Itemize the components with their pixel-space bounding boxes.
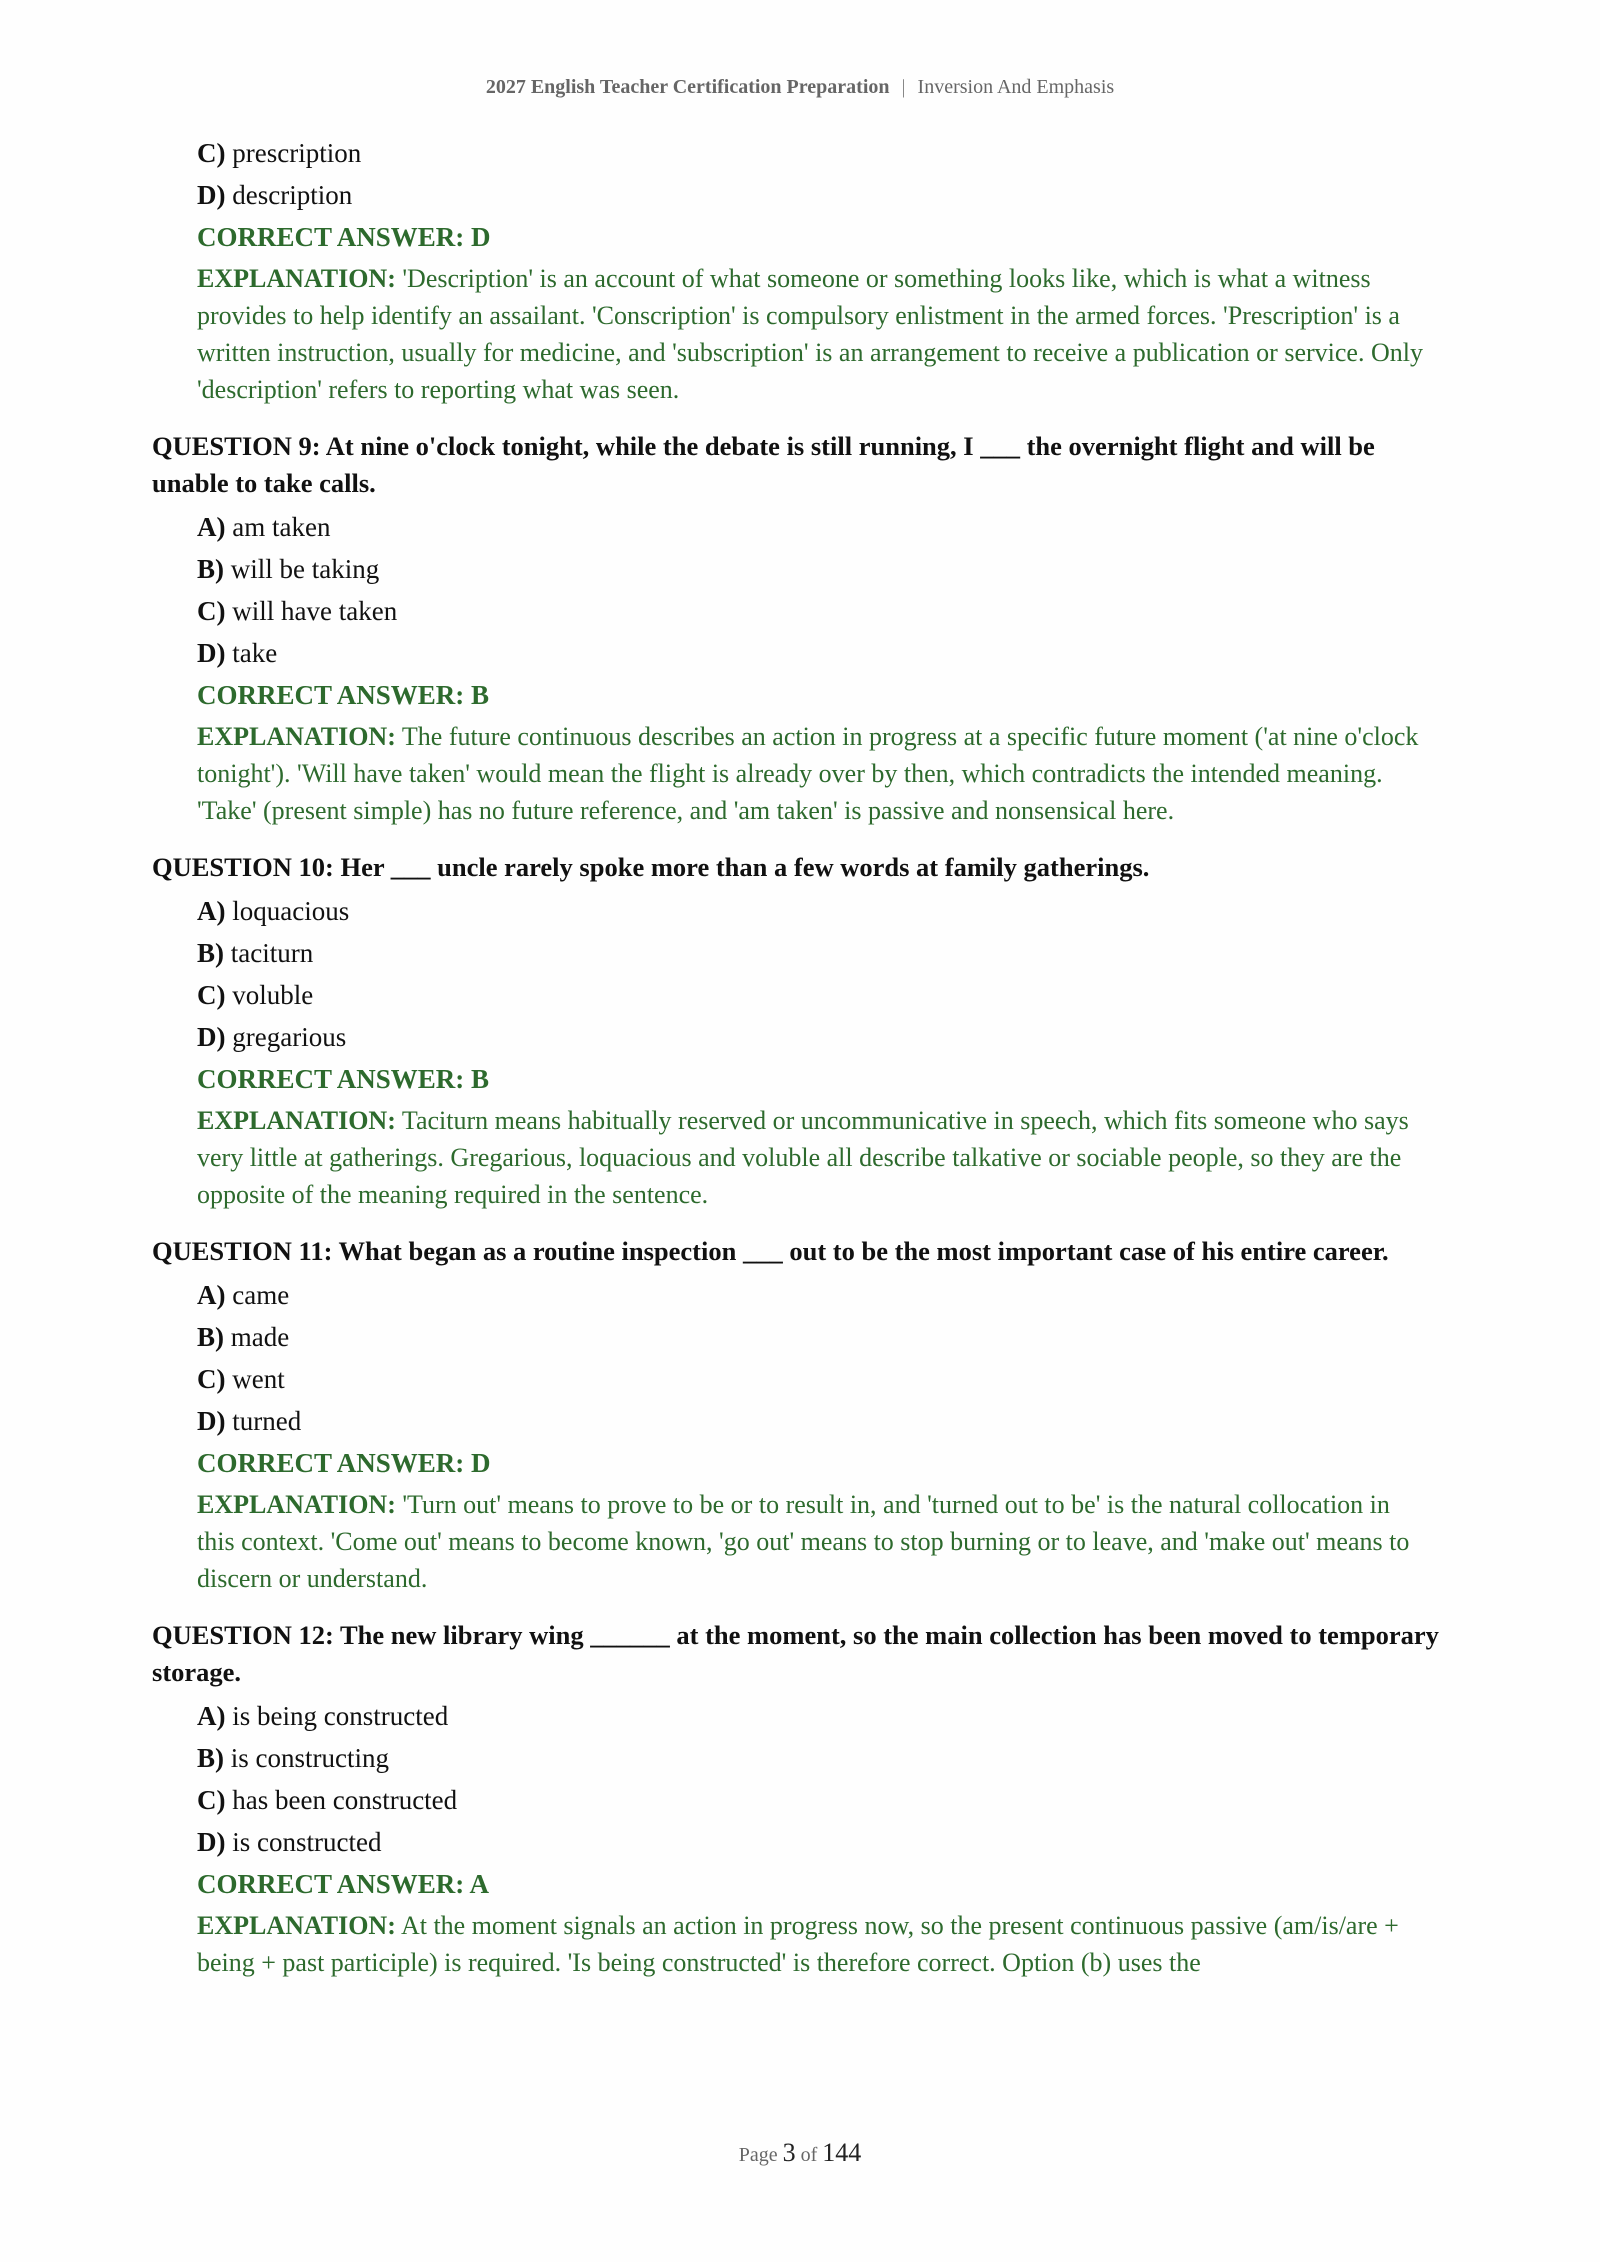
option-letter: D) bbox=[197, 1406, 226, 1436]
explanation-label: EXPLANATION: bbox=[197, 722, 396, 751]
explanation-label: EXPLANATION: bbox=[197, 1911, 396, 1940]
option-d bbox=[197, 632, 1442, 674]
explanation-label: EXPLANATION: bbox=[197, 264, 396, 293]
option-text: will be taking bbox=[230, 554, 380, 584]
explanation-text: At the moment signals an action in progress now, so the present continuous passive (am/is/are + being + past participle) is required. 'Is being constructed' is therefore correct. Option (b) uses the bbox=[197, 1911, 1399, 1977]
explanation bbox=[197, 718, 1442, 829]
explanation bbox=[197, 1907, 1442, 1981]
option-text: made bbox=[230, 1322, 290, 1352]
question-stem: QUESTION 9: At nine o'clock tonight, while the debate is still running, I ___ the overnight flight and will be unable to take calls. bbox=[152, 431, 1375, 498]
option-a bbox=[197, 1274, 1442, 1316]
option-text: description bbox=[232, 180, 353, 210]
explanation-text: 'Turn out' means to prove to be or to result in, and 'turned out to be' is the natural collocation in this context. 'Come out' means to become known, 'go out' means to stop burning or to leave, and 'make out' means to discern or understand. bbox=[197, 1490, 1410, 1593]
option-text: prescription bbox=[232, 138, 362, 168]
correct-answer: CORRECT ANSWER: A bbox=[197, 1869, 490, 1899]
option-text: turned bbox=[232, 1406, 302, 1436]
option-a bbox=[197, 890, 1442, 932]
option-letter: C) bbox=[197, 1785, 226, 1815]
option-text: is constructing bbox=[230, 1743, 389, 1773]
option-d bbox=[197, 1400, 1442, 1442]
option-letter: B) bbox=[197, 1743, 224, 1773]
option-letter: B) bbox=[197, 1322, 224, 1352]
option-b bbox=[197, 932, 1442, 974]
header-series-title: 2027 English Teacher Certification Preparation bbox=[485, 76, 890, 98]
question-block bbox=[152, 428, 1442, 829]
explanation-text: Taciturn means habitually reserved or uncommunicative in speech, which fits someone who says very little at gatherings. Gregarious, loquacious and voluble all describe talkative or sociable people, so they are the opposite of the meaning required in the sentence. bbox=[197, 1106, 1409, 1209]
question-stem: QUESTION 11: What began as a routine inspection ___ out to be the most important case of his entire career. bbox=[152, 1236, 1389, 1266]
explanation-label: EXPLANATION: bbox=[197, 1106, 396, 1135]
of-word: of bbox=[800, 2144, 818, 2166]
explanation bbox=[197, 260, 1442, 408]
option-b bbox=[197, 1737, 1442, 1779]
total-pages: 144 bbox=[822, 2138, 862, 2167]
option-letter: C) bbox=[197, 596, 226, 626]
option-text: loquacious bbox=[232, 896, 350, 926]
question-block bbox=[152, 1233, 1442, 1597]
continued-question-block bbox=[152, 132, 1442, 408]
option-letter: C) bbox=[197, 1364, 226, 1394]
option-d bbox=[197, 1016, 1442, 1058]
option-letter: C) bbox=[197, 138, 226, 168]
question-stem: QUESTION 12: The new library wing ______ at the moment, so the main collection has been moved to temporary storage. bbox=[152, 1620, 1439, 1687]
option-letter: C) bbox=[197, 980, 226, 1010]
option-letter: A) bbox=[197, 896, 226, 926]
option-c bbox=[197, 974, 1442, 1016]
option-letter: B) bbox=[197, 554, 224, 584]
option-c bbox=[197, 590, 1442, 632]
option-text: gregarious bbox=[232, 1022, 347, 1052]
option-letter: B) bbox=[197, 938, 224, 968]
explanation-text: The future continuous describes an action in progress at a specific future moment ('at nine o'clock tonight'). 'Will have taken' would mean the flight is already over by then, which contradicts the intended meaning. 'Take' (present simple) has no future reference, and 'am taken' is passive and nonsensical here. bbox=[197, 722, 1419, 825]
explanation-label: EXPLANATION: bbox=[197, 1490, 396, 1519]
correct-answer: CORRECT ANSWER: D bbox=[197, 1448, 491, 1478]
correct-answer: CORRECT ANSWER: D bbox=[197, 222, 491, 252]
explanation bbox=[197, 1102, 1442, 1213]
option-a bbox=[197, 506, 1442, 548]
option-text: voluble bbox=[232, 980, 314, 1010]
option-letter: A) bbox=[197, 512, 226, 542]
option-letter: D) bbox=[197, 1022, 226, 1052]
page-content bbox=[152, 132, 1442, 1981]
option-b bbox=[197, 548, 1442, 590]
option-letter: A) bbox=[197, 1701, 226, 1731]
correct-answer: CORRECT ANSWER: B bbox=[197, 1064, 490, 1094]
option-text: has been constructed bbox=[232, 1785, 458, 1815]
question-stem: QUESTION 10: Her ___ uncle rarely spoke more than a few words at family gatherings. bbox=[152, 852, 1150, 882]
option-c bbox=[197, 1358, 1442, 1400]
page-number: 3 bbox=[782, 2138, 796, 2167]
explanation bbox=[197, 1486, 1442, 1597]
option-c bbox=[197, 1779, 1442, 1821]
option-d bbox=[197, 1821, 1442, 1863]
explanation-text: 'Description' is an account of what someone or something looks like, which is what a witness provides to help identify an assailant. 'Conscription' is compulsory enlistment in the armed forces. 'Prescription' is a written instruction, usually for medicine, and 'subscription' is an arrangement to receive a publication or service. Only 'description' refers to reporting what was seen. bbox=[197, 264, 1423, 404]
header-topic: Inversion And Emphasis bbox=[917, 76, 1115, 98]
option-text: take bbox=[232, 638, 278, 668]
option-text: will have taken bbox=[232, 596, 398, 626]
option-text: am taken bbox=[232, 512, 331, 542]
option-b bbox=[197, 1316, 1442, 1358]
option-text: went bbox=[232, 1364, 285, 1394]
option-a bbox=[197, 1695, 1442, 1737]
page-word: Page bbox=[738, 2144, 778, 2166]
option-text: is constructed bbox=[232, 1827, 382, 1857]
option-letter: D) bbox=[197, 180, 226, 210]
question-block bbox=[152, 849, 1442, 1213]
running-header bbox=[0, 76, 1600, 99]
option-text: taciturn bbox=[230, 938, 314, 968]
option-letter: D) bbox=[197, 1827, 226, 1857]
header-separator: | bbox=[901, 76, 906, 98]
option-letter: D) bbox=[197, 638, 226, 668]
page-footer bbox=[0, 2138, 1600, 2168]
option-text: is being constructed bbox=[232, 1701, 449, 1731]
option-letter: A) bbox=[197, 1280, 226, 1310]
correct-answer: CORRECT ANSWER: B bbox=[197, 680, 490, 710]
question-block bbox=[152, 1617, 1442, 1981]
option-c bbox=[197, 132, 1442, 174]
option-text: came bbox=[232, 1280, 290, 1310]
option-d bbox=[197, 174, 1442, 216]
